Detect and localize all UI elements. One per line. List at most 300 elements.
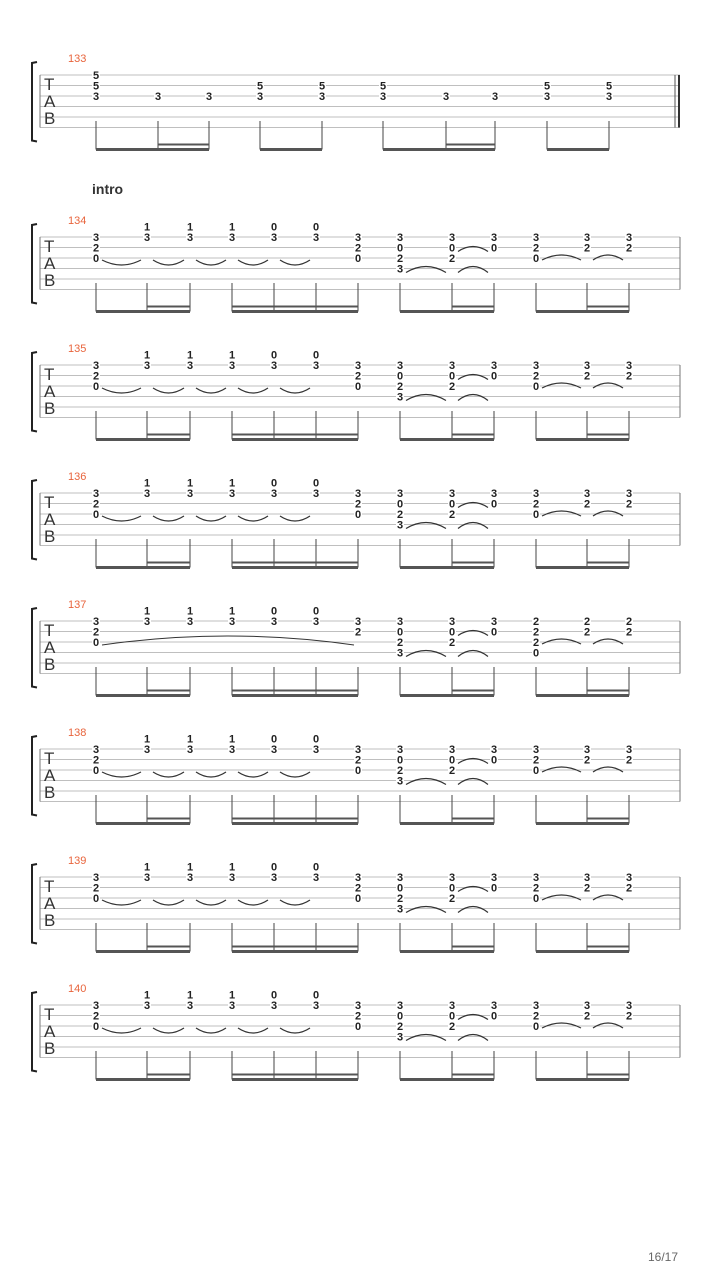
fret-number: 2: [92, 370, 100, 383]
tie: [458, 651, 488, 657]
fret-number: 3: [92, 232, 100, 244]
tie: [406, 779, 446, 785]
fret-number: 3: [312, 744, 320, 756]
fret-number: 3: [270, 616, 278, 628]
fret-number: 2: [396, 893, 404, 905]
fret-number: 0: [490, 882, 498, 895]
fret-number: 3: [143, 1000, 151, 1012]
fret-number: 3: [205, 91, 213, 103]
fret-number: 3: [448, 488, 456, 500]
tab-clef-letter: A: [44, 766, 56, 785]
tie: [458, 267, 488, 273]
fret-number: 1: [186, 989, 194, 1002]
fret-number: 2: [532, 370, 540, 383]
tab-clef-letter: T: [44, 75, 55, 94]
fret-number: 0: [92, 765, 100, 777]
page-number: 16/17: [647, 1250, 678, 1264]
fret-number: 3: [442, 91, 450, 103]
fret-number: 3: [532, 360, 540, 372]
fret-number: 3: [396, 360, 404, 372]
fret-number: 1: [228, 989, 236, 1002]
tie: [238, 516, 268, 521]
tab-clef-letter: A: [44, 1022, 56, 1041]
tab-clef-letter: T: [44, 877, 55, 896]
fret-number: 3: [143, 360, 151, 372]
tie: [102, 636, 354, 645]
fret-number: 0: [448, 242, 456, 255]
fret-number: 1: [228, 349, 236, 362]
tab-clef-letter: T: [44, 1005, 55, 1024]
fret-number: 2: [583, 370, 591, 383]
tie: [153, 260, 184, 265]
fret-number: 5: [543, 80, 551, 93]
fret-number: 2: [625, 370, 633, 383]
fret-number: 0: [532, 893, 540, 905]
fret-number: 2: [532, 1010, 540, 1023]
fret-number: 1: [143, 477, 151, 490]
fret-number: 2: [532, 754, 540, 767]
fret-number: 2: [532, 637, 540, 649]
fret-number: 0: [532, 765, 540, 777]
fret-number: 3: [354, 872, 362, 884]
fret-number: 0: [270, 477, 278, 490]
fret-number: 0: [396, 626, 404, 639]
fret-number: 1: [143, 221, 151, 234]
fret-number: 3: [154, 91, 162, 103]
fret-number: 2: [354, 370, 362, 383]
tie: [458, 907, 488, 913]
fret-number: 3: [490, 232, 498, 244]
fret-number: 0: [396, 754, 404, 767]
fret-number: 1: [143, 989, 151, 1002]
fret-number: 3: [583, 872, 591, 884]
fret-number: 3: [583, 360, 591, 372]
fret-number: 3: [312, 872, 320, 884]
fret-number: 3: [354, 232, 362, 244]
fret-number: 5: [256, 80, 264, 93]
fret-number: 5: [92, 70, 100, 82]
fret-number: 2: [625, 626, 633, 639]
fret-number: 2: [354, 242, 362, 255]
fret-number: 0: [270, 605, 278, 618]
fret-number: 1: [186, 861, 194, 874]
fret-number: 0: [396, 370, 404, 383]
fret-number: 3: [396, 872, 404, 884]
fret-number: 2: [448, 381, 456, 393]
fret-number: 3: [92, 1000, 100, 1012]
fret-number: 3: [605, 91, 613, 103]
system-bracket: [32, 352, 37, 432]
tie: [102, 1028, 141, 1033]
fret-number: 0: [532, 253, 540, 265]
system-bracket: [32, 608, 37, 688]
fret-number: 2: [448, 765, 456, 777]
fret-number: 5: [605, 80, 613, 93]
fret-number: 2: [92, 1010, 100, 1023]
section-label: intro: [92, 181, 124, 197]
tab-clef-letter: A: [44, 510, 56, 529]
tie: [280, 260, 310, 265]
fret-number: 0: [354, 893, 362, 905]
tab-clef-letter: B: [44, 109, 56, 128]
fret-number: 2: [532, 626, 540, 639]
fret-number: 3: [186, 232, 194, 244]
tie: [238, 900, 268, 905]
fret-number: 3: [543, 91, 551, 103]
fret-number: 0: [312, 349, 320, 362]
fret-number: 2: [625, 498, 633, 511]
measure-number: 140: [68, 983, 87, 995]
fret-number: 0: [270, 349, 278, 362]
fret-number: 3: [396, 232, 404, 244]
fret-number: 3: [625, 360, 633, 372]
fret-number: 3: [270, 872, 278, 884]
fret-number: 2: [583, 754, 591, 767]
tie: [458, 779, 488, 785]
fret-number: 0: [532, 509, 540, 521]
fret-number: 3: [625, 872, 633, 884]
tie: [458, 1035, 488, 1041]
fret-number: 3: [270, 360, 278, 372]
tie: [196, 900, 226, 905]
fret-number: 0: [396, 882, 404, 895]
fret-number: 1: [228, 861, 236, 874]
fret-number: 3: [312, 232, 320, 244]
fret-number: 2: [532, 242, 540, 255]
system-bracket: [32, 736, 37, 816]
fret-number: 0: [312, 733, 320, 746]
fret-number: 0: [354, 381, 362, 393]
tie: [406, 395, 446, 401]
fret-number: 3: [270, 232, 278, 244]
tie: [196, 772, 226, 777]
tab-clef-letter: T: [44, 621, 55, 640]
tie: [153, 1028, 184, 1033]
fret-number: 1: [186, 221, 194, 234]
fret-number: 0: [490, 626, 498, 639]
fret-number: 3: [270, 744, 278, 756]
fret-number: 1: [143, 605, 151, 618]
fret-number: 3: [532, 1000, 540, 1012]
fret-number: 2: [354, 626, 362, 639]
tie: [280, 1028, 310, 1033]
fret-number: 0: [490, 754, 498, 767]
fret-number: 0: [354, 509, 362, 521]
fret-number: 3: [583, 1000, 591, 1012]
tie: [406, 651, 446, 657]
fret-number: 3: [354, 1000, 362, 1012]
fret-number: 1: [228, 733, 236, 746]
system-bracket: [32, 992, 37, 1072]
fret-number: 0: [92, 1021, 100, 1033]
fret-number: 0: [490, 498, 498, 511]
fret-number: 3: [354, 616, 362, 628]
fret-number: 1: [186, 605, 194, 618]
tie: [153, 388, 184, 393]
measure-number: 138: [68, 727, 87, 739]
fret-number: 3: [379, 91, 387, 103]
fret-number: 3: [532, 744, 540, 756]
tab-clef-letter: B: [44, 399, 56, 418]
fret-number: 3: [143, 232, 151, 244]
tie: [196, 1028, 226, 1033]
fret-number: 2: [625, 882, 633, 895]
tab-clef-letter: T: [44, 365, 55, 384]
fret-number: 1: [186, 349, 194, 362]
tie: [196, 260, 226, 265]
fret-number: 1: [228, 221, 236, 234]
fret-number: 3: [228, 360, 236, 372]
fret-number: 3: [396, 1031, 404, 1044]
fret-number: 3: [143, 872, 151, 884]
fret-number: 2: [448, 637, 456, 649]
fret-number: 1: [228, 477, 236, 490]
fret-number: 5: [318, 80, 326, 93]
fret-number: 0: [270, 221, 278, 234]
fret-number: 2: [583, 626, 591, 639]
fret-number: 3: [396, 1000, 404, 1012]
fret-number: 2: [625, 242, 633, 255]
fret-number: 3: [92, 360, 100, 372]
fret-number: 3: [448, 360, 456, 372]
fret-number: 3: [186, 360, 194, 372]
tab-clef-letter: T: [44, 237, 55, 256]
tie: [102, 260, 141, 265]
fret-number: 0: [312, 989, 320, 1002]
tie: [280, 772, 310, 777]
fret-number: 0: [354, 1021, 362, 1033]
measure-number: 139: [68, 855, 87, 867]
fret-number: 0: [532, 381, 540, 393]
measure-number: 136: [68, 471, 87, 483]
fret-number: 2: [583, 616, 591, 628]
fret-number: 3: [92, 488, 100, 500]
fret-number: 3: [396, 519, 404, 532]
fret-number: 0: [448, 882, 456, 895]
fret-number: 0: [312, 861, 320, 874]
fret-number: 0: [92, 893, 100, 905]
fret-number: 3: [491, 91, 499, 103]
fret-number: 3: [396, 488, 404, 500]
tie: [153, 900, 184, 905]
fret-number: 3: [583, 744, 591, 756]
fret-number: 3: [270, 1000, 278, 1012]
tie: [102, 516, 141, 521]
fret-number: 0: [312, 221, 320, 234]
fret-number: 2: [396, 1021, 404, 1033]
fret-number: 3: [228, 1000, 236, 1012]
tab-clef-letter: B: [44, 271, 56, 290]
fret-number: 2: [583, 242, 591, 255]
fret-number: 3: [186, 1000, 194, 1012]
measure-number: 134: [68, 215, 87, 227]
fret-number: 0: [490, 1010, 498, 1023]
measure-number: 135: [68, 343, 87, 355]
fret-number: 3: [270, 488, 278, 500]
fret-number: 2: [448, 253, 456, 265]
fret-number: 0: [92, 509, 100, 521]
fret-number: 2: [396, 509, 404, 521]
fret-number: 2: [396, 253, 404, 265]
fret-number: 0: [312, 605, 320, 618]
fret-number: 1: [186, 477, 194, 490]
fret-number: 0: [92, 253, 100, 265]
tab-clef-letter: B: [44, 1039, 56, 1058]
tab-clef-letter: B: [44, 655, 56, 674]
fret-number: 3: [448, 616, 456, 628]
tie: [406, 267, 446, 273]
tab-clef-letter: A: [44, 894, 56, 913]
tab-clef-letter: A: [44, 638, 56, 657]
fret-number: 0: [354, 253, 362, 265]
fret-number: 1: [228, 605, 236, 618]
fret-number: 3: [625, 744, 633, 756]
fret-number: 3: [490, 744, 498, 756]
fret-number: 2: [354, 754, 362, 767]
fret-number: 2: [583, 1010, 591, 1023]
fret-number: 3: [312, 1000, 320, 1012]
fret-number: 3: [532, 872, 540, 884]
fret-number: 2: [625, 754, 633, 767]
fret-number: 3: [583, 232, 591, 244]
fret-number: 0: [448, 1010, 456, 1023]
tie: [406, 907, 446, 913]
tie: [238, 260, 268, 265]
fret-number: 2: [625, 1010, 633, 1023]
system-bracket: [32, 62, 37, 142]
fret-number: 0: [354, 765, 362, 777]
fret-number: 3: [228, 488, 236, 500]
fret-number: 0: [92, 381, 100, 393]
tie: [238, 1028, 268, 1033]
fret-number: 2: [354, 1010, 362, 1023]
system-bracket: [32, 480, 37, 560]
fret-number: 3: [396, 616, 404, 628]
fret-number: 3: [228, 744, 236, 756]
fret-number: 3: [228, 616, 236, 628]
fret-number: 3: [354, 360, 362, 372]
tab-clef-letter: B: [44, 911, 56, 930]
fret-number: 3: [312, 616, 320, 628]
fret-number: 2: [583, 498, 591, 511]
fret-number: 2: [92, 754, 100, 767]
fret-number: 1: [143, 861, 151, 874]
tie: [458, 523, 488, 529]
fret-number: 3: [92, 91, 100, 103]
fret-number: 3: [228, 232, 236, 244]
fret-number: 3: [143, 616, 151, 628]
system-bracket: [32, 224, 37, 304]
tie: [196, 516, 226, 521]
fret-number: 3: [354, 744, 362, 756]
fret-number: 2: [354, 498, 362, 511]
fret-number: 3: [625, 488, 633, 500]
fret-number: 0: [448, 754, 456, 767]
fret-number: 2: [396, 765, 404, 777]
fret-number: 3: [396, 391, 404, 404]
fret-number: 3: [396, 647, 404, 660]
fret-number: 2: [583, 882, 591, 895]
fret-number: 3: [625, 232, 633, 244]
fret-number: 3: [490, 360, 498, 372]
fret-number: 0: [490, 242, 498, 255]
fret-number: 0: [270, 733, 278, 746]
tie: [406, 523, 446, 529]
fret-number: 0: [532, 647, 540, 660]
tie: [280, 900, 310, 905]
fret-number: 5: [92, 80, 100, 93]
fret-number: 3: [312, 360, 320, 372]
fret-number: 3: [186, 488, 194, 500]
fret-number: 3: [625, 1000, 633, 1012]
fret-number: 3: [92, 616, 100, 628]
fret-number: 3: [490, 1000, 498, 1012]
fret-number: 0: [396, 242, 404, 255]
measure-number: 133: [68, 53, 87, 65]
tie: [280, 516, 310, 521]
fret-number: 1: [186, 733, 194, 746]
fret-number: 2: [448, 1021, 456, 1033]
tie: [102, 900, 141, 905]
tab-clef-letter: B: [44, 783, 56, 802]
tab-clef-letter: T: [44, 493, 55, 512]
fret-number: 0: [270, 861, 278, 874]
fret-number: 2: [354, 882, 362, 895]
fret-number: 3: [318, 91, 326, 103]
tie: [406, 1035, 446, 1041]
tab-clef-letter: A: [44, 382, 56, 401]
fret-number: 3: [532, 232, 540, 244]
fret-number: 3: [143, 488, 151, 500]
tab-clef-letter: A: [44, 254, 56, 273]
fret-number: 0: [312, 477, 320, 490]
fret-number: 3: [490, 872, 498, 884]
fret-number: 3: [92, 872, 100, 884]
fret-number: 2: [532, 616, 540, 628]
fret-number: 3: [354, 488, 362, 500]
tie: [102, 772, 141, 777]
fret-number: 2: [532, 498, 540, 511]
tie: [196, 388, 226, 393]
tab-clef-letter: T: [44, 749, 55, 768]
fret-number: 3: [143, 744, 151, 756]
fret-number: 0: [270, 989, 278, 1002]
fret-number: 3: [448, 1000, 456, 1012]
fret-number: 3: [396, 903, 404, 916]
fret-number: 2: [532, 882, 540, 895]
fret-number: 3: [583, 488, 591, 500]
tie: [153, 516, 184, 521]
tie: [458, 395, 488, 401]
fret-number: 3: [256, 91, 264, 103]
fret-number: 2: [92, 882, 100, 895]
fret-number: 0: [396, 498, 404, 511]
fret-number: 0: [490, 370, 498, 383]
fret-number: 0: [448, 370, 456, 383]
tie: [238, 388, 268, 393]
fret-number: 3: [228, 872, 236, 884]
fret-number: 3: [186, 616, 194, 628]
fret-number: 2: [92, 242, 100, 255]
fret-number: 3: [490, 616, 498, 628]
tie: [280, 388, 310, 393]
fret-number: 5: [379, 80, 387, 93]
fret-number: 1: [143, 349, 151, 362]
measure-number: 137: [68, 599, 87, 611]
fret-number: 2: [396, 637, 404, 649]
fret-number: 0: [448, 498, 456, 511]
fret-number: 3: [92, 744, 100, 756]
